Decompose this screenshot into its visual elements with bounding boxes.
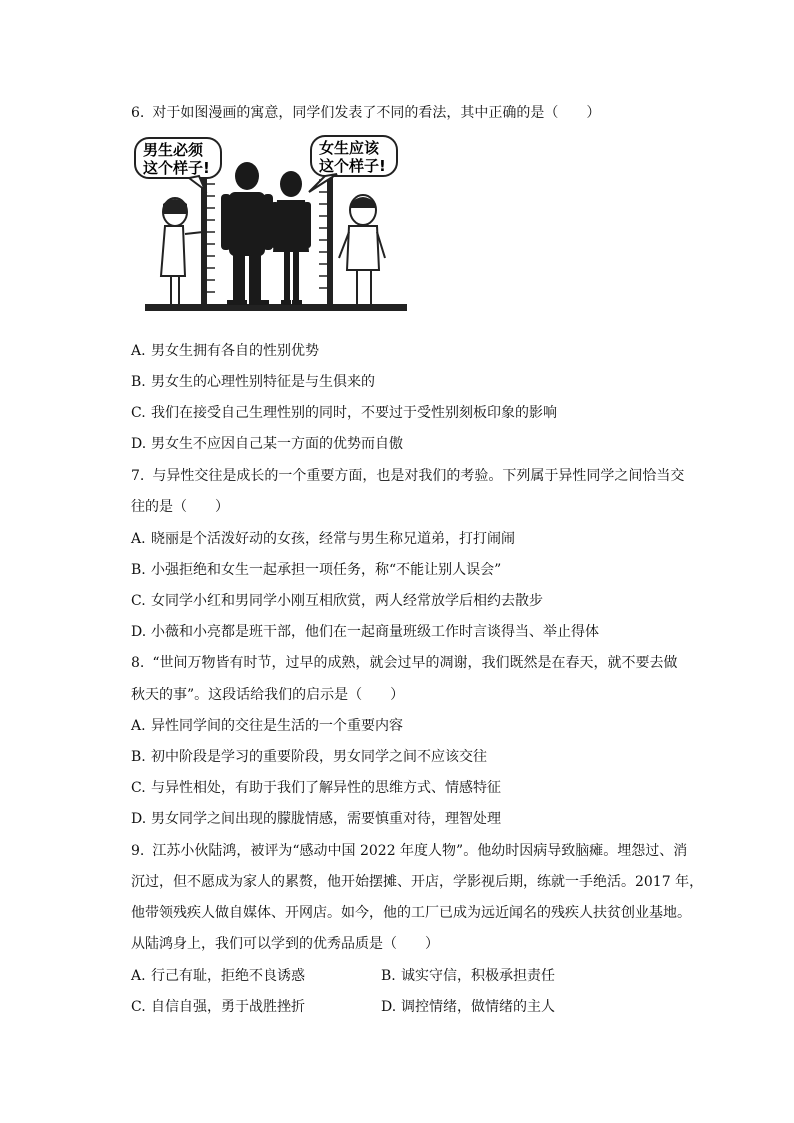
- q8-number: 8.: [131, 655, 145, 671]
- bubble-right-line2: 这个样子!: [319, 157, 386, 175]
- q8-option-a[interactable]: [131, 717, 403, 735]
- gender-stereotype-cartoon: [131, 134, 407, 330]
- bubble-left-line1: 男生必须: [143, 141, 204, 159]
- option-letter: A.: [131, 718, 146, 734]
- q9-stem-line1: [131, 842, 687, 860]
- q6-stem-text: 对于如图漫画的寓意，同学们发表了不同的看法，其中正确的是（ ）: [152, 105, 601, 121]
- option-letter: D.: [131, 811, 147, 827]
- option-letter: C.: [131, 780, 146, 796]
- option-letter: D.: [131, 436, 147, 452]
- q7-stem-line1: [131, 467, 684, 485]
- female-silhouette: [271, 171, 311, 305]
- option-letter: B.: [381, 968, 396, 984]
- option-text: 晓丽是个活泼好动的女孩，经常与男生称兄道弟，打打闹闹: [151, 531, 515, 547]
- q8-stem-text-1: “世间万物皆有时节，过早的成熟，就会过早的凋谢，我们既然是在春天，就不要去做: [152, 655, 678, 671]
- speech-bubble-right: [309, 136, 397, 192]
- q9-options-row1: [131, 967, 305, 985]
- option-letter: B.: [131, 749, 146, 765]
- q8-option-c[interactable]: [131, 779, 501, 797]
- option-text: 男女生不应因自己某一方面的优势而自傲: [151, 436, 403, 452]
- option-text: 诚实守信，积极承担责任: [401, 968, 555, 984]
- cartoon-ground: [145, 304, 407, 311]
- option-letter: A.: [131, 968, 146, 984]
- option-text: 异性同学间的交往是生活的一个重要内容: [151, 718, 403, 734]
- option-letter: A.: [131, 343, 146, 359]
- option-text: 自信自强，勇于战胜挫折: [151, 999, 305, 1015]
- speech-bubble-left: [135, 138, 221, 190]
- q6-option-b[interactable]: [131, 373, 375, 391]
- q7-stem-line2: 往的是（ ）: [131, 499, 229, 515]
- q9-option-a[interactable]: [131, 968, 305, 984]
- q9-number: 9.: [131, 843, 145, 859]
- bubble-right-line1: 女生应该: [319, 139, 380, 157]
- q6-option-a[interactable]: [131, 342, 319, 360]
- option-text: 初中阶段是学习的重要阶段，男女同学之间不应该交往: [151, 749, 487, 765]
- q9-option-d[interactable]: [381, 998, 555, 1016]
- q8-option-d[interactable]: [131, 810, 501, 828]
- q9-option-c[interactable]: [131, 998, 305, 1016]
- q7-number: 7.: [131, 468, 145, 484]
- option-text: 小强拒绝和女生一起承担一项任务，称“不能让别人误会”: [151, 562, 502, 578]
- q9-stem-line4: 从陆鸿身上，我们可以学到的优秀品质是（ ）: [131, 936, 439, 952]
- bubble-left-line2: 这个样子!: [143, 159, 210, 177]
- option-text: 女同学小红和男同学小刚互相欣赏，两人经常放学后相约去散步: [151, 593, 543, 609]
- q6-option-d[interactable]: [131, 435, 403, 453]
- q7-option-d[interactable]: [131, 623, 599, 641]
- q7-stem-text-1: 与异性交往是成长的一个重要方面，也是对我们的考验。下列属于异性同学之间恰当交: [152, 468, 685, 484]
- q7-option-c[interactable]: [131, 592, 543, 610]
- q9-stem-text-1: 江苏小伙陆鸿，被评为“感动中国 2022 年度人物”。他幼时因病导致脑瘫。埋怨过、消: [152, 843, 688, 859]
- option-text: 我们在接受自己生理性别的同时，不要过于受性别刻板印象的影响: [151, 405, 557, 421]
- cartoon-ruler-right: [327, 170, 333, 306]
- option-text: 与异性相处，有助于我们了解异性的思维方式、情感特征: [151, 780, 501, 796]
- option-letter: C.: [131, 999, 146, 1015]
- option-text: 男女生拥有各自的性别优势: [151, 343, 319, 359]
- q8-stem-line2: 秋天的事”。这段话给我们的启示是（ ）: [131, 687, 405, 703]
- option-letter: D.: [131, 624, 147, 640]
- q9-stem-line2: 沉过，但不愿成为家人的累赘，他开始摆摊、开店，学影视后期，练就一手绝活。2017 年，: [131, 874, 704, 890]
- option-letter: C.: [131, 405, 146, 421]
- male-silhouette: [221, 162, 273, 305]
- cartoon-ruler-left: [201, 174, 207, 306]
- q6-option-c[interactable]: [131, 404, 557, 422]
- q8-stem-line1: [131, 654, 678, 672]
- option-letter: B.: [131, 374, 146, 390]
- option-letter: A.: [131, 531, 146, 547]
- option-text: 调控情绪，做情绪的主人: [401, 999, 555, 1015]
- q6-stem: [131, 104, 600, 122]
- option-text: 男女同学之间出现的朦胧情感，需要慎重对待，理智处理: [151, 811, 501, 827]
- q6-number: 6.: [131, 105, 145, 121]
- option-letter: C.: [131, 593, 146, 609]
- q7-option-a[interactable]: [131, 530, 515, 548]
- option-text: 行己有耻，拒绝不良诱惑: [151, 968, 305, 984]
- q9-option-b[interactable]: [381, 967, 555, 985]
- boy-figure: [339, 195, 385, 304]
- option-text: 小薇和小亮都是班干部，他们在一起商量班级工作时言谈得当、举止得体: [151, 624, 599, 640]
- option-text: 男女生的心理性别特征是与生俱来的: [151, 374, 375, 390]
- q8-option-b[interactable]: [131, 748, 487, 766]
- q7-option-b[interactable]: [131, 561, 501, 579]
- option-letter: B.: [131, 562, 146, 578]
- option-letter: D.: [381, 999, 397, 1015]
- q9-stem-line3: 他带领残疾人做自媒体、开网店。如今，他的工厂已成为远近闻名的残疾人扶贫创业基地。: [131, 905, 691, 921]
